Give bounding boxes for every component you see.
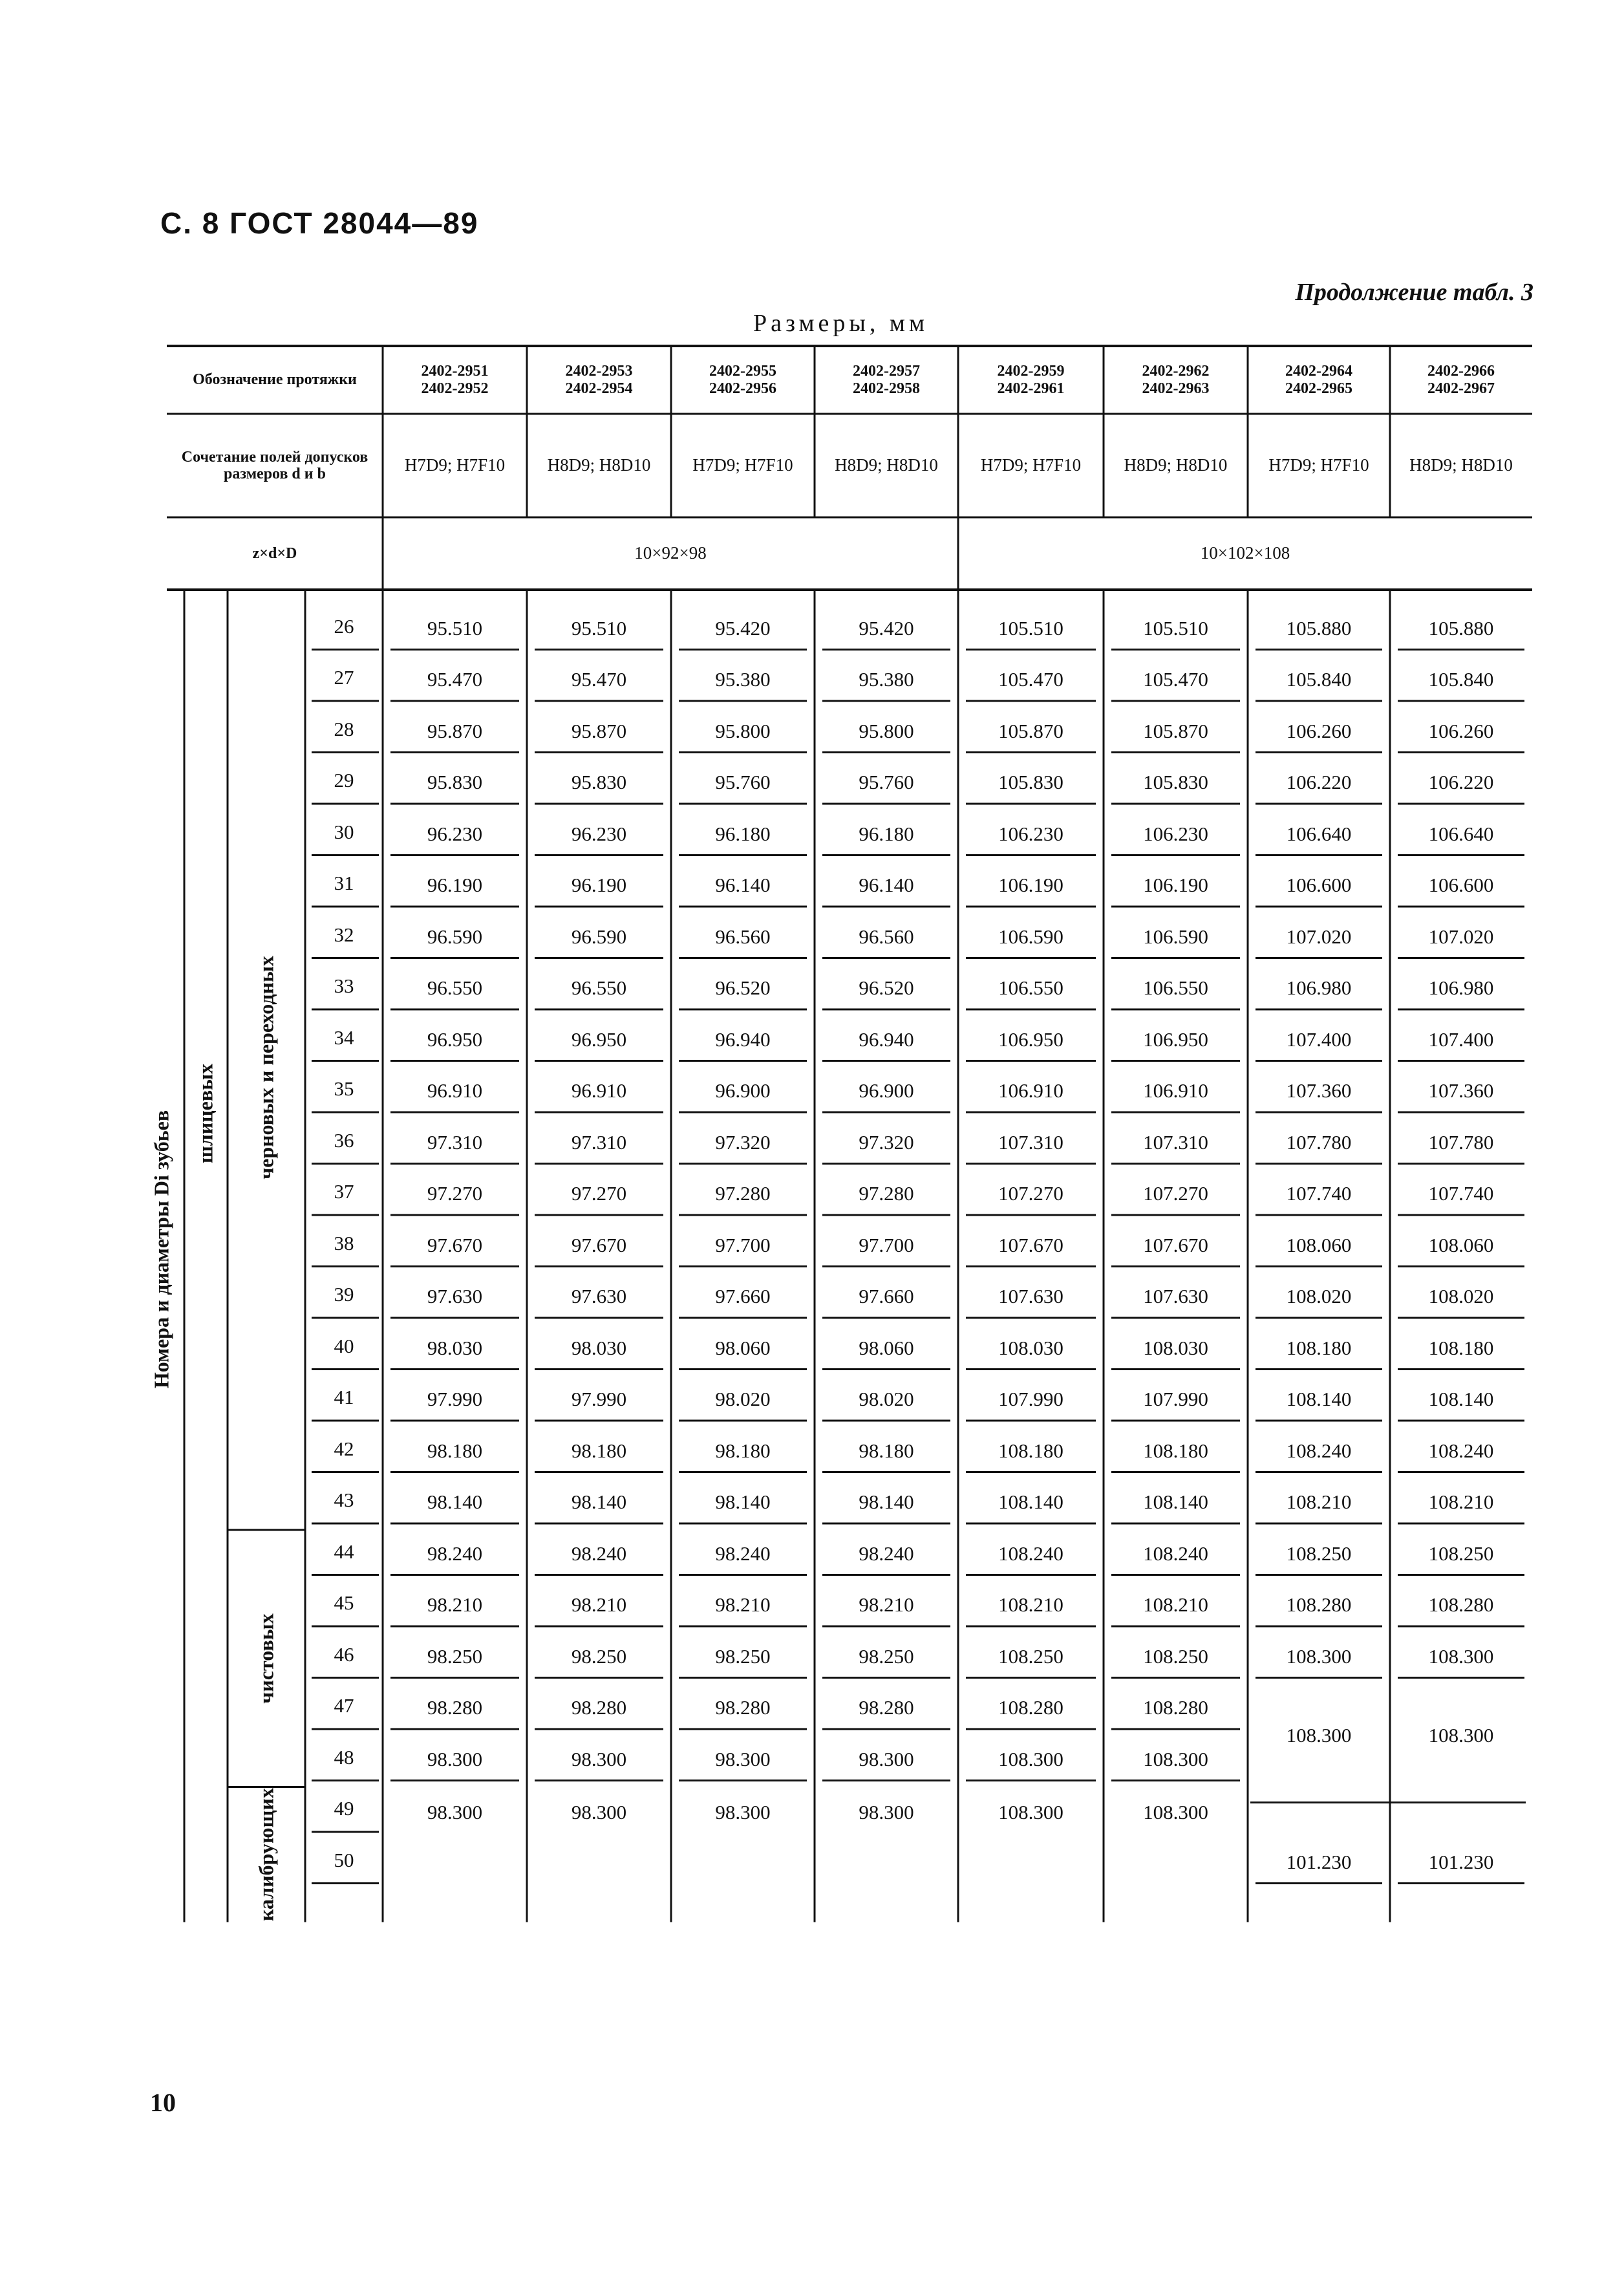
table-cell: 107.780 [1428, 1130, 1494, 1154]
table-cell: 106.910 [998, 1079, 1063, 1102]
table-cell: 108.140 [1428, 1388, 1494, 1411]
column-designation: 2402-2959 2402-2961 [997, 363, 1065, 397]
table-cell: 108.300 [998, 1747, 1063, 1770]
label-splined: шлицевых [193, 1064, 217, 1164]
table-cell: 106.980 [1286, 976, 1352, 1000]
table-cell: 107.780 [1286, 1130, 1352, 1154]
table-cell: 97.630 [571, 1285, 627, 1308]
table-cell: 107.310 [1143, 1130, 1208, 1154]
row-number: 35 [334, 1077, 354, 1101]
size-group: 10×92×98 [634, 543, 707, 563]
table-cell: 96.190 [571, 874, 627, 897]
table-cell: 96.520 [715, 976, 771, 1000]
table-cell: 108.180 [1428, 1336, 1494, 1359]
table-cell: 107.670 [1143, 1233, 1208, 1256]
table-cell: 105.830 [998, 771, 1063, 794]
column-designation: 2402-2951 2402-2952 [421, 363, 489, 397]
table-cell: 107.020 [1428, 925, 1494, 948]
table-cell: 96.590 [571, 925, 627, 948]
table-cell: 98.280 [859, 1696, 914, 1719]
table-cell: 96.950 [571, 1027, 627, 1051]
column-designation: 2402-2966 2402-2967 [1427, 363, 1495, 397]
table-cell: 108.280 [998, 1696, 1063, 1719]
units-note: Размеры, мм [753, 310, 929, 337]
size-group: 10×102×108 [1200, 543, 1290, 563]
table-cell: 97.320 [715, 1130, 771, 1154]
column-designation: 2402-2964 2402-2965 [1285, 363, 1352, 397]
table-cell: 105.870 [1143, 719, 1208, 742]
row-number: 45 [334, 1591, 354, 1615]
page-header: С. 8 ГОСТ 28044—89 [160, 206, 479, 240]
table-cell: 108.030 [998, 1336, 1063, 1359]
table-cell: 98.240 [571, 1542, 627, 1565]
table-cell: 95.760 [859, 771, 914, 794]
table-cell: 98.250 [859, 1644, 914, 1668]
table-cell: 108.140 [998, 1490, 1063, 1514]
table-cell: 108.060 [1428, 1233, 1494, 1256]
table-cell: 107.740 [1286, 1182, 1352, 1205]
row-number: 34 [334, 1026, 354, 1049]
table-cell: 98.250 [427, 1644, 483, 1668]
table-cell: 101.230 [1428, 1850, 1494, 1873]
table-cell: 95.870 [427, 719, 483, 742]
table-cell: 95.420 [715, 616, 771, 640]
table-cell: 96.140 [859, 874, 914, 897]
merged-cell: 108.300 [998, 1801, 1063, 1824]
table-cell: 101.230 [1286, 1850, 1352, 1873]
row-number: 50 [334, 1848, 354, 1871]
row-number: 42 [334, 1437, 354, 1460]
table-cell: 108.210 [1143, 1593, 1208, 1617]
label-rough: черновых и переходных [254, 955, 278, 1179]
table-cell: 98.280 [427, 1696, 483, 1719]
table-cell: 95.800 [859, 719, 914, 742]
table-cell: 105.470 [998, 668, 1063, 691]
row-number: 33 [334, 974, 354, 998]
table-cell: 98.030 [571, 1336, 627, 1359]
column-tolerance: H8D9; H8D10 [1124, 455, 1228, 475]
table-cell: 98.240 [859, 1542, 914, 1565]
table-cell: 108.210 [998, 1593, 1063, 1617]
row-number: 38 [334, 1231, 354, 1254]
table-cell: 107.990 [998, 1388, 1063, 1411]
table-cell: 95.420 [859, 616, 914, 640]
table-cell: 96.900 [859, 1079, 914, 1102]
table-cell: 106.590 [998, 925, 1063, 948]
table-cell: 107.270 [998, 1182, 1063, 1205]
table-cell: 95.380 [715, 668, 771, 691]
table-cell: 108.300 [1428, 1644, 1494, 1668]
column-tolerance: H8D9; H8D10 [835, 455, 938, 475]
table-cell: 107.400 [1428, 1027, 1494, 1051]
table-cell: 105.510 [1143, 616, 1208, 640]
table-cell: 96.940 [859, 1027, 914, 1051]
table-cell: 98.140 [859, 1490, 914, 1514]
row-number: 47 [334, 1694, 354, 1717]
column-tolerance: H7D9; H7F10 [692, 455, 793, 475]
table-cell: 96.140 [715, 874, 771, 897]
column-designation: 2402-2955 2402-2956 [709, 363, 776, 397]
table-cell: 108.140 [1286, 1388, 1352, 1411]
table-cell: 107.670 [998, 1233, 1063, 1256]
column-tolerance: H7D9; H7F10 [404, 455, 506, 475]
table-cell: 95.870 [571, 719, 627, 742]
table-cell: 107.630 [1143, 1285, 1208, 1308]
table-cell: 98.250 [571, 1644, 627, 1668]
table-cell: 107.400 [1286, 1027, 1352, 1051]
table-cell: 106.260 [1286, 719, 1352, 742]
table-cell: 97.270 [571, 1182, 627, 1205]
column-tolerance: H7D9; H7F10 [1268, 455, 1369, 475]
table-cell: 108.240 [1286, 1439, 1352, 1462]
table-cell: 96.590 [427, 925, 483, 948]
column-tolerance: H8D9; H8D10 [1409, 455, 1513, 475]
table-cell: 96.180 [715, 822, 771, 845]
page-number: 10 [150, 2088, 176, 2117]
table-cell: 107.360 [1286, 1079, 1352, 1102]
table-cell: 105.510 [998, 616, 1063, 640]
table-cell: 96.550 [427, 976, 483, 1000]
table-cell: 98.240 [427, 1542, 483, 1565]
table-cell: 98.300 [571, 1747, 627, 1770]
column-designation: 2402-2962 2402-2963 [1142, 363, 1210, 397]
table-cell: 98.250 [715, 1644, 771, 1668]
table-cell: 97.700 [715, 1233, 771, 1256]
table-cell: 95.830 [571, 771, 627, 794]
table-cell: 108.180 [1143, 1439, 1208, 1462]
table-cell: 98.210 [715, 1593, 771, 1617]
table-cell: 107.020 [1286, 925, 1352, 948]
table-cell: 98.180 [427, 1439, 483, 1462]
label-calibrating: калибрующих [254, 1788, 278, 1921]
table-cell: 105.870 [998, 719, 1063, 742]
table-cell: 108.020 [1428, 1285, 1494, 1308]
table-cell: 106.550 [998, 976, 1063, 1000]
table-cell: 96.900 [715, 1079, 771, 1102]
table-cell: 98.030 [427, 1336, 483, 1359]
table-cell: 95.760 [715, 771, 771, 794]
table-cell: 108.300 [1143, 1747, 1208, 1770]
table-cell: 96.910 [571, 1079, 627, 1102]
table-cell: 108.280 [1428, 1593, 1494, 1617]
table-cell: 97.660 [859, 1285, 914, 1308]
row-number: 29 [334, 769, 354, 792]
table-cell: 108.280 [1286, 1593, 1352, 1617]
table-cell: 98.060 [859, 1336, 914, 1359]
table-cell: 96.190 [427, 874, 483, 897]
row-number: 32 [334, 923, 354, 946]
table-cell: 106.220 [1428, 771, 1494, 794]
table-cell: 98.280 [571, 1696, 627, 1719]
table-cell: 108.300 [1286, 1644, 1352, 1668]
merged-cell: 98.300 [859, 1801, 914, 1824]
table-cell: 107.270 [1143, 1182, 1208, 1205]
label-designation: Обозначение протяжки [193, 371, 357, 389]
table-cell: 95.470 [571, 668, 627, 691]
table-cell: 106.950 [998, 1027, 1063, 1051]
table-cell: 95.510 [427, 616, 483, 640]
table-cell: 106.220 [1286, 771, 1352, 794]
table-cell: 98.140 [571, 1490, 627, 1514]
row-number: 48 [334, 1745, 354, 1769]
table-cell: 106.260 [1428, 719, 1494, 742]
row-number: 30 [334, 820, 354, 843]
row-number: 39 [334, 1283, 354, 1306]
table-cell: 105.840 [1428, 668, 1494, 691]
table-cell: 98.210 [859, 1593, 914, 1617]
row-number: 43 [334, 1489, 354, 1512]
table-cell: 96.230 [571, 822, 627, 845]
table-cell: 96.940 [715, 1027, 771, 1051]
merged-cell: 108.300 [1428, 1724, 1494, 1747]
table-cell: 105.840 [1286, 668, 1352, 691]
table-cell: 106.640 [1286, 822, 1352, 845]
row-number: 37 [334, 1180, 354, 1203]
table-cell: 98.180 [859, 1439, 914, 1462]
table-cell: 108.240 [1428, 1439, 1494, 1462]
table-cell: 98.300 [715, 1747, 771, 1770]
column-designation: 2402-2953 2402-2954 [565, 363, 633, 397]
table-cell: 96.230 [427, 822, 483, 845]
column-tolerance: H7D9; H7F10 [980, 455, 1082, 475]
table-cell: 106.190 [1143, 874, 1208, 897]
table-cell: 108.250 [998, 1644, 1063, 1668]
table-cell: 96.550 [571, 976, 627, 1000]
table-cell: 107.740 [1428, 1182, 1494, 1205]
table-cell: 107.310 [998, 1130, 1063, 1154]
row-number: 41 [334, 1386, 354, 1409]
table-cell: 97.310 [571, 1130, 627, 1154]
merged-cell: 108.300 [1143, 1801, 1208, 1824]
table-cell: 95.380 [859, 668, 914, 691]
table-cell: 108.210 [1286, 1490, 1352, 1514]
table-cell: 106.600 [1428, 874, 1494, 897]
table-cell: 108.210 [1428, 1490, 1494, 1514]
table-cell: 106.590 [1143, 925, 1208, 948]
table-cell: 96.520 [859, 976, 914, 1000]
row-number: 40 [334, 1334, 354, 1357]
table-cell: 107.360 [1428, 1079, 1494, 1102]
table-cell: 95.830 [427, 771, 483, 794]
row-number: 36 [334, 1128, 354, 1152]
table-cell: 98.020 [715, 1388, 771, 1411]
table-cell: 97.310 [427, 1130, 483, 1154]
row-number: 28 [334, 717, 354, 740]
label-tolerance: Сочетание полей допусков размеров d и b [181, 448, 369, 482]
table-cell: 98.180 [571, 1439, 627, 1462]
table-cell: 97.270 [427, 1182, 483, 1205]
table-cell: 108.140 [1143, 1490, 1208, 1514]
table-cell: 108.280 [1143, 1696, 1208, 1719]
table-cell: 106.600 [1286, 874, 1352, 897]
table-cell: 107.630 [998, 1285, 1063, 1308]
merged-cell: 98.300 [715, 1801, 771, 1824]
row-number: 49 [334, 1797, 354, 1820]
table-cell: 97.990 [571, 1388, 627, 1411]
merged-cell: 98.300 [427, 1801, 483, 1824]
table-cell: 96.950 [427, 1027, 483, 1051]
table-cell: 97.670 [571, 1233, 627, 1256]
table-cell: 98.140 [715, 1490, 771, 1514]
table-cell: 98.020 [859, 1388, 914, 1411]
table-cell: 97.670 [427, 1233, 483, 1256]
label-zdD: z×d×D [252, 544, 297, 562]
table-cell: 108.020 [1286, 1285, 1352, 1308]
table-cell: 96.910 [427, 1079, 483, 1102]
table-cell: 108.250 [1286, 1542, 1352, 1565]
table-cell: 97.320 [859, 1130, 914, 1154]
table-cell: 108.180 [1286, 1336, 1352, 1359]
row-number: 27 [334, 666, 354, 689]
table-cell: 106.230 [1143, 822, 1208, 845]
table-cell: 108.180 [998, 1439, 1063, 1462]
table-cell: 97.660 [715, 1285, 771, 1308]
table-cell: 106.640 [1428, 822, 1494, 845]
table-cell: 97.280 [859, 1182, 914, 1205]
table-cell: 97.700 [859, 1233, 914, 1256]
table-cell: 97.280 [715, 1182, 771, 1205]
table-cell: 96.560 [859, 925, 914, 948]
table-cell: 108.030 [1143, 1336, 1208, 1359]
table-cell: 97.630 [427, 1285, 483, 1308]
table-continuation-note: Продолжение табл. 3 [1295, 279, 1533, 306]
table-cell: 95.800 [715, 719, 771, 742]
table-cell: 98.240 [715, 1542, 771, 1565]
merged-cell: 98.300 [571, 1801, 627, 1824]
table-cell: 95.470 [427, 668, 483, 691]
table-cell: 98.140 [427, 1490, 483, 1514]
table-cell: 95.510 [571, 616, 627, 640]
table-cell: 98.280 [715, 1696, 771, 1719]
row-number: 46 [334, 1642, 354, 1666]
table-cell: 105.880 [1428, 616, 1494, 640]
label-outer: Номера и диаметры Di зубьев [149, 1110, 173, 1389]
column-designation: 2402-2957 2402-2958 [853, 363, 920, 397]
table-cell: 98.180 [715, 1439, 771, 1462]
table-cell: 105.470 [1143, 668, 1208, 691]
table-cell: 98.210 [571, 1593, 627, 1617]
table-cell: 98.300 [427, 1747, 483, 1770]
table-cell: 106.950 [1143, 1027, 1208, 1051]
table-cell: 106.910 [1143, 1079, 1208, 1102]
table-cell: 106.980 [1428, 976, 1494, 1000]
row-number: 44 [334, 1540, 354, 1563]
table-cell: 108.060 [1286, 1233, 1352, 1256]
table-cell: 105.880 [1286, 616, 1352, 640]
merged-cell: 108.300 [1286, 1724, 1352, 1747]
table-cell: 108.240 [1143, 1542, 1208, 1565]
table-cell: 106.550 [1143, 976, 1208, 1000]
table-cell: 108.250 [1428, 1542, 1494, 1565]
table-cell: 98.210 [427, 1593, 483, 1617]
table-cell: 98.060 [715, 1336, 771, 1359]
label-finish: чистовых [254, 1613, 278, 1704]
table-cell: 96.180 [859, 822, 914, 845]
table-cell: 97.990 [427, 1388, 483, 1411]
table-cell: 105.830 [1143, 771, 1208, 794]
table-cell: 106.190 [998, 874, 1063, 897]
row-number: 26 [334, 614, 354, 638]
table-cell: 106.230 [998, 822, 1063, 845]
table-cell: 98.300 [859, 1747, 914, 1770]
table-cell: 108.250 [1143, 1644, 1208, 1668]
column-tolerance: H8D9; H8D10 [547, 455, 651, 475]
table-cell: 96.560 [715, 925, 771, 948]
row-number: 31 [334, 872, 354, 895]
table-cell: 108.240 [998, 1542, 1063, 1565]
table-cell: 107.990 [1143, 1388, 1208, 1411]
